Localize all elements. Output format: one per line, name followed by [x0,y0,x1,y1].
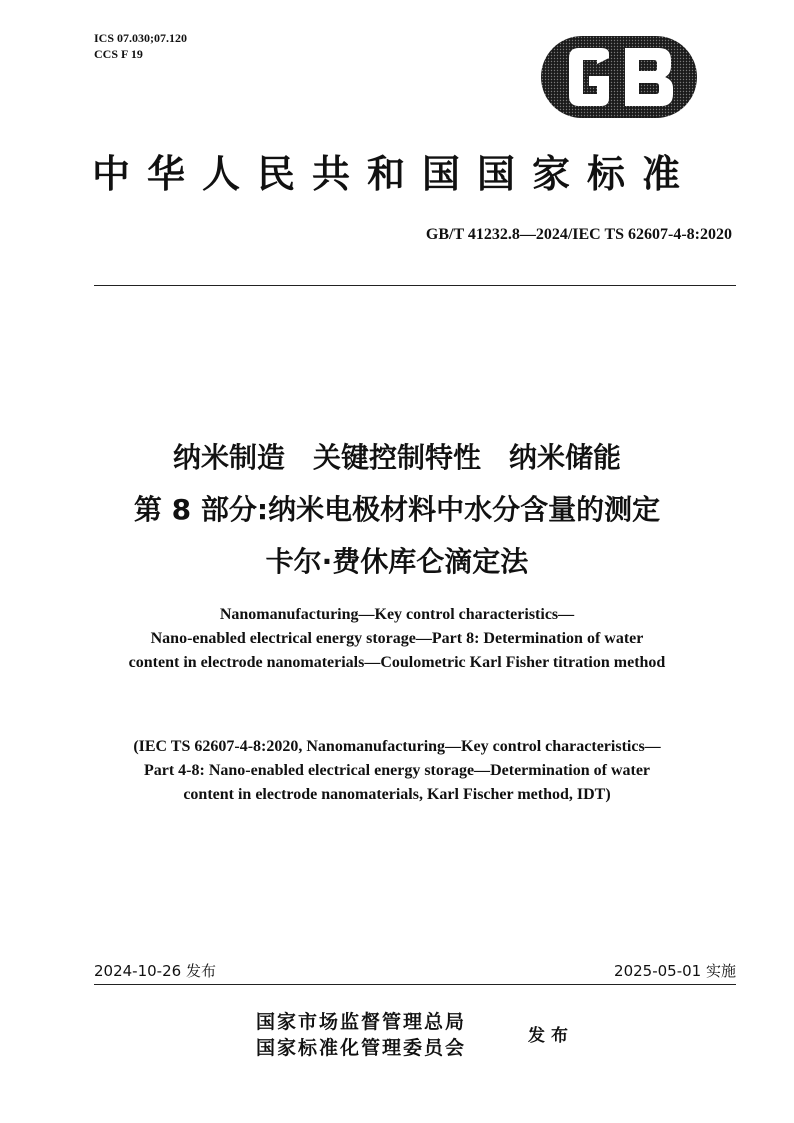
standard-number: GB/T 41232.8—2024/IEC TS 62607-4-8:2020 [425,226,732,243]
gb-logo [541,36,697,118]
english-title-line-2: Nano-enabled electrical energy storage—Part 8: Determination of water [150,630,644,647]
ics-code: ICS 07.030;07.120 [94,31,188,45]
chinese-title-line-1: 纳米制造 关键控制特性 纳米储能 [172,441,621,474]
chinese-title [60,432,734,588]
english-title-line-1: Nanomanufacturing—Key control characteristics— [219,606,575,623]
chinese-title-line-3: 卡尔·费休库仑滴定法 [265,545,529,578]
national-standard-heading: 中华人民共和国国家标准 [92,151,698,196]
iec-reference-line-2: Part 4-8: Nano-enabled electrical energy storage—Determination of water [143,762,651,779]
iec-reference-line-3: content in electrode nanomaterials, Karl Fischer method, IDT) [183,786,611,803]
issue-date: 2024-10-26 发布 [94,962,216,980]
issuer-sac: 国家标准化管理委员会 [256,1037,467,1059]
footer-divider [94,984,736,985]
publish-label: 发布 [528,1026,574,1046]
header-divider [94,285,736,286]
classification-codes [94,30,187,62]
english-title [60,603,734,675]
ccs-code: CCS F 19 [94,47,143,61]
implementation-date: 2025-05-01 实施 [614,962,736,980]
iec-reference-line-1: (IEC TS 62607-4-8:2020, Nanomanufacturing—Key control characteristics— [133,738,661,755]
iec-reference [60,735,734,807]
issuer-samr: 国家市场监督管理总局 [256,1011,467,1033]
issuing-authorities [256,1009,466,1061]
chinese-title-line-2: 第 8 部分:纳米电极材料中水分含量的测定 [133,493,661,526]
english-title-line-3: content in electrode nanomaterials—Coulometric Karl Fisher titration method [128,654,666,671]
